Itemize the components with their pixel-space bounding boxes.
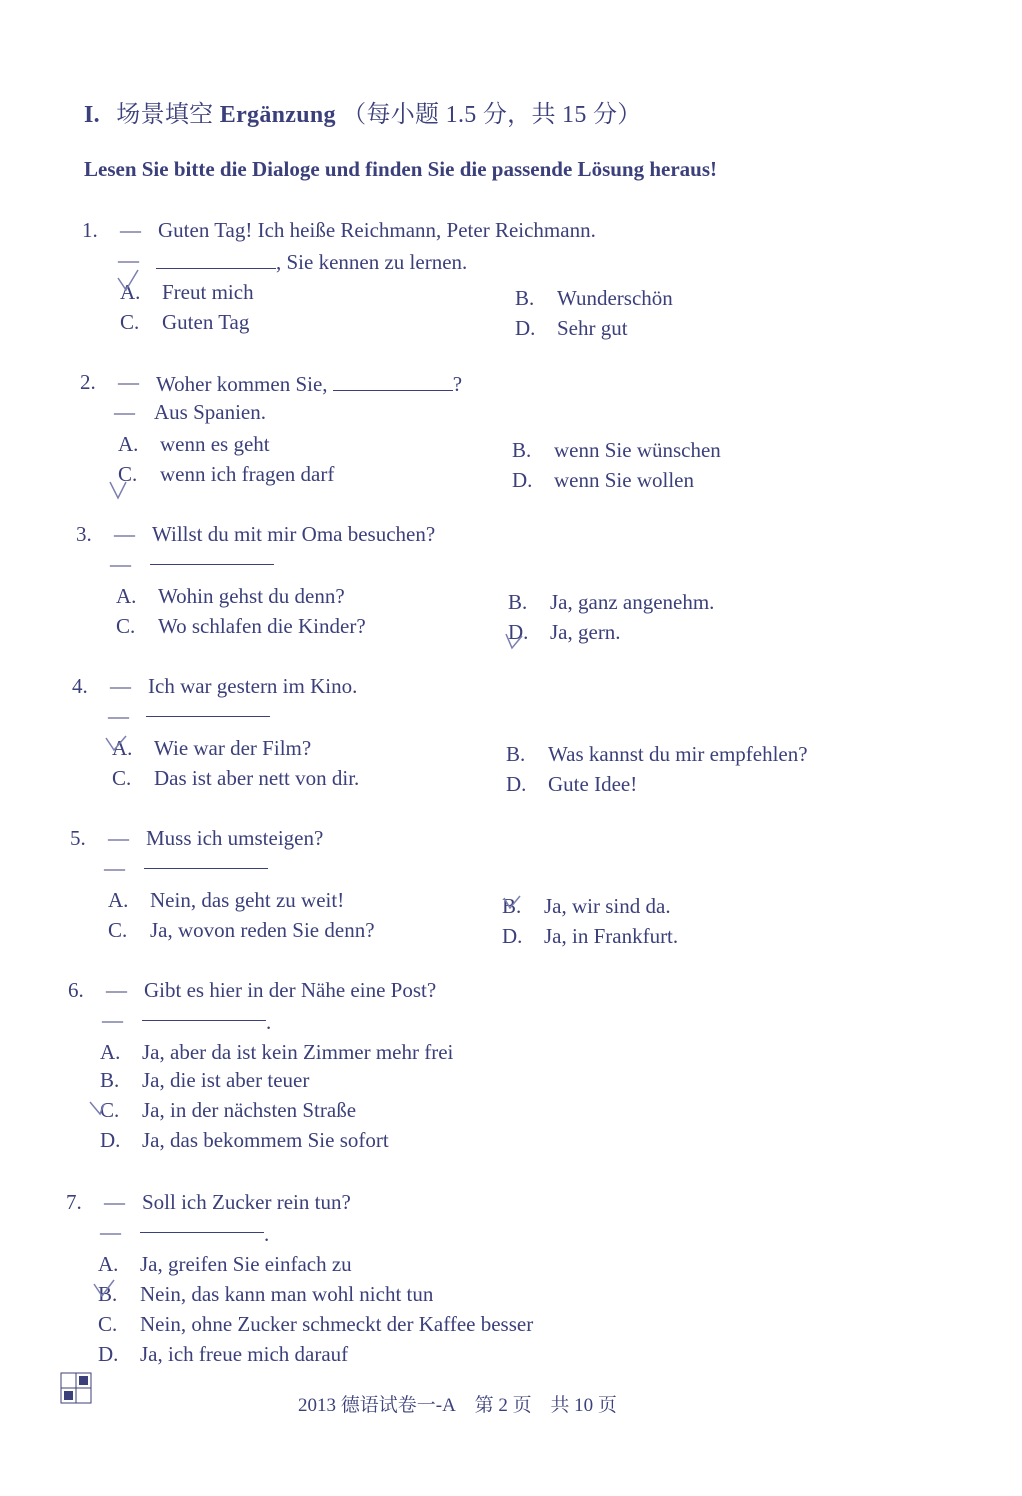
option-4a: [112, 736, 311, 761]
option-text: Ja, aber da ist kein Zimmer mehr frei: [142, 1040, 454, 1064]
option-letter: A.: [120, 280, 141, 304]
option-text: Das ist aber nett von dir.: [154, 766, 360, 790]
option-4d: [506, 772, 637, 797]
instruction: Lesen Sie bitte die Dialoge und finden Sie die passende Lösung heraus!: [84, 157, 718, 181]
question-number: 1.: [82, 218, 98, 242]
option-2b: [512, 438, 721, 463]
option-7a: [98, 1252, 352, 1277]
option-letter: D.: [502, 924, 523, 948]
option-text: Ja, gern.: [550, 620, 621, 644]
option-3b: [508, 590, 714, 615]
option-3c: [116, 614, 366, 639]
question-number: 6.: [68, 978, 84, 1002]
option-letter: B.: [506, 742, 526, 766]
option-4c: [112, 766, 359, 791]
registration-mark-icon: [60, 1372, 92, 1404]
check-mark-icon: [116, 268, 140, 292]
option-text: Nein, das kann man wohl nicht tun: [140, 1282, 434, 1306]
option-1d: [515, 316, 628, 341]
option-4b: [506, 742, 808, 767]
option-5b: [502, 894, 671, 919]
question-number: 7.: [66, 1190, 82, 1214]
option-letter: B.: [502, 894, 522, 918]
option-text: wenn Sie wünschen: [554, 438, 721, 462]
check-mark-icon: [108, 476, 132, 500]
dash: —: [100, 1220, 121, 1244]
response-period: .: [264, 1222, 270, 1246]
option-1b: [515, 286, 673, 311]
exam-name: 2013 德语试卷一-A: [298, 1395, 456, 1416]
dash: —: [104, 856, 125, 880]
check-mark-icon: [504, 628, 528, 652]
option-text: Ja, wovon reden Sie denn?: [150, 918, 375, 942]
dash: —: [108, 704, 129, 728]
option-letter: A.: [108, 888, 129, 912]
total-pages: 共 10 页: [550, 1395, 617, 1416]
answer-blank: [156, 248, 276, 269]
option-letter: C.: [116, 614, 136, 638]
question-prompt: Woher kommen Sie,: [156, 372, 328, 396]
dash: —: [118, 370, 139, 394]
option-text: Nein, das geht zu weit!: [150, 888, 345, 912]
question-prompt-line: [156, 370, 462, 397]
option-letter: C.: [112, 766, 132, 790]
section-score: （每小题 1.5 分，共 15 分）: [342, 102, 642, 128]
option-text: Nein, ohne Zucker schmeckt der Kaffee besser: [140, 1312, 534, 1336]
dash: —: [120, 218, 141, 242]
option-text: Ja, greifen Sie einfach zu: [140, 1252, 352, 1276]
option-letter: C.: [100, 1098, 120, 1122]
option-letter: D.: [515, 316, 536, 340]
question-prompt: Guten Tag! Ich heiße Reichmann, Peter Reichmann.: [158, 218, 596, 242]
answer-blank: [333, 370, 453, 391]
option-7b: [98, 1282, 433, 1307]
page-footer: [298, 1390, 631, 1417]
option-5d: [502, 924, 678, 949]
option-letter: C.: [98, 1312, 118, 1336]
answer-blank: [142, 1020, 266, 1021]
dash: —: [110, 552, 131, 576]
option-letter: A.: [112, 736, 133, 760]
question-number: 4.: [72, 674, 88, 698]
dash: —: [104, 1190, 125, 1214]
option-text: Ja, die ist aber teuer: [142, 1068, 310, 1092]
option-2c: [118, 462, 334, 487]
option-3a: [116, 584, 345, 609]
response-line: [156, 248, 467, 275]
question-prompt: Ich war gestern im Kino.: [148, 674, 358, 698]
option-text: Ja, in der nächsten Straße: [142, 1098, 357, 1122]
option-2a: [118, 432, 270, 457]
option-letter: B.: [100, 1068, 120, 1092]
dash: —: [106, 978, 127, 1002]
option-letter: B.: [512, 438, 532, 462]
option-text: Ja, ich freue mich darauf: [140, 1342, 349, 1366]
option-text: Ja, ganz angenehm.: [550, 590, 715, 614]
option-letter: D.: [98, 1342, 119, 1366]
dash: —: [102, 1008, 123, 1032]
option-6d: [100, 1128, 389, 1153]
dash: —: [110, 674, 131, 698]
option-letter: C.: [120, 310, 140, 334]
option-text: Gute Idee!: [548, 772, 638, 796]
question-prompt: Soll ich Zucker rein tun?: [142, 1190, 351, 1214]
response-text: , Sie kennen zu lernen.: [276, 250, 468, 274]
option-letter: B.: [515, 286, 535, 310]
option-text: Ja, das bekommem Sie sofort: [142, 1128, 389, 1152]
option-1a: [120, 280, 254, 305]
section-title-cn: 场景填空: [116, 102, 214, 128]
option-text: Sehr gut: [557, 316, 628, 340]
response-period: .: [266, 1010, 272, 1034]
option-letter: A.: [118, 432, 139, 456]
option-text: Ja, wir sind da.: [544, 894, 671, 918]
question-prompt: Gibt es hier in der Nähe eine Post?: [144, 978, 437, 1002]
option-text: Wie war der Film?: [154, 736, 312, 760]
option-letter: D.: [100, 1128, 121, 1152]
option-2d: [512, 468, 694, 493]
option-6b: [100, 1068, 309, 1093]
section-number: I.: [84, 102, 100, 128]
check-mark-icon: [92, 1278, 116, 1302]
option-5a: [108, 888, 344, 913]
option-text: wenn ich fragen darf: [160, 462, 335, 486]
question-number: 2.: [80, 370, 96, 394]
answer-blank: [144, 868, 268, 869]
option-letter: A.: [100, 1040, 121, 1064]
page-number: 第 2 页: [474, 1395, 532, 1416]
check-mark-icon: [500, 892, 524, 916]
dash: —: [108, 826, 129, 850]
option-letter: D.: [512, 468, 533, 492]
question-prompt: Willst du mit mir Oma besuchen?: [152, 522, 436, 546]
response-text: Aus Spanien.: [154, 400, 266, 424]
option-letter: D.: [508, 620, 529, 644]
answer-blank: [150, 564, 274, 565]
option-5c: [108, 918, 375, 943]
option-letter: C.: [108, 918, 128, 942]
option-text: Was kannst du mir empfehlen?: [548, 742, 808, 766]
option-letter: D.: [506, 772, 527, 796]
option-7d: [98, 1342, 348, 1367]
option-text: Freut mich: [162, 280, 254, 304]
dash: —: [114, 400, 135, 424]
option-6c: [100, 1098, 356, 1123]
option-letter: A.: [116, 584, 137, 608]
answer-blank: [140, 1232, 264, 1233]
option-1c: [120, 310, 249, 335]
option-7c: [98, 1312, 533, 1337]
question-prompt-end: ?: [452, 372, 463, 396]
option-text: Wo schlafen die Kinder?: [158, 614, 366, 638]
section-title: [84, 94, 642, 129]
question-prompt: Muss ich umsteigen?: [146, 826, 324, 850]
dash: —: [118, 248, 139, 272]
check-mark-icon: [88, 1098, 112, 1122]
option-text: wenn es geht: [160, 432, 270, 456]
question-number: 3.: [76, 522, 92, 546]
dash: —: [114, 522, 135, 546]
option-text: Wohin gehst du denn?: [158, 584, 345, 608]
option-letter: A.: [98, 1252, 119, 1276]
option-text: Ja, in Frankfurt.: [544, 924, 679, 948]
option-letter: B.: [508, 590, 528, 614]
question-number: 5.: [70, 826, 86, 850]
check-mark-icon: [104, 734, 128, 758]
option-6a: [100, 1040, 453, 1065]
answer-blank: [146, 716, 270, 717]
option-text: Wunderschön: [557, 286, 673, 310]
option-letter: B.: [98, 1282, 118, 1306]
option-text: Guten Tag: [162, 310, 250, 334]
option-letter: C.: [118, 462, 138, 486]
option-text: wenn Sie wollen: [554, 468, 694, 492]
section-title-de: Ergänzung: [219, 102, 336, 128]
